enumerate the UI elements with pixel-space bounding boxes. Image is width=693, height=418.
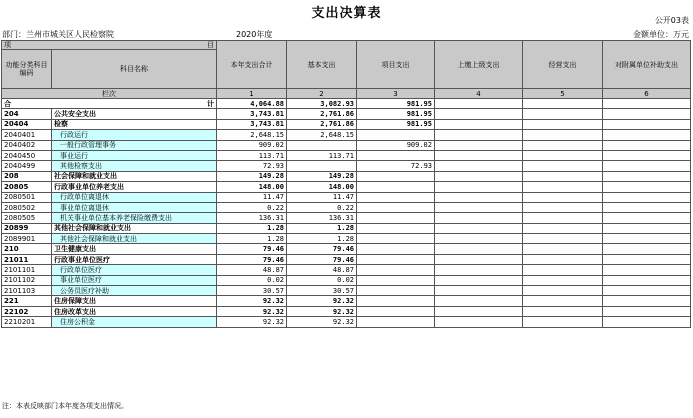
row-value: 981.95 <box>357 109 435 119</box>
row-value <box>435 317 523 327</box>
header-row-item <box>2 41 691 50</box>
row-value <box>357 150 435 160</box>
total-value: 4,064.88 <box>217 99 287 109</box>
row-value: 92.32 <box>287 306 357 316</box>
row-value <box>357 254 435 264</box>
table-row <box>2 317 691 327</box>
row-code: 210 <box>2 244 52 254</box>
row-value <box>435 234 523 244</box>
row-name: 住房公积金 <box>52 317 217 327</box>
row-value <box>603 109 691 119</box>
row-name: 行政运行 <box>52 130 217 140</box>
row-value <box>435 119 523 129</box>
table-row <box>2 161 691 171</box>
row-value <box>357 275 435 285</box>
row-value <box>523 161 603 171</box>
row-value <box>435 223 523 233</box>
row-value <box>435 202 523 212</box>
row-code: 20899 <box>2 223 52 233</box>
row-value <box>435 286 523 296</box>
table-row <box>2 130 691 140</box>
row-value <box>435 254 523 264</box>
row-value <box>435 130 523 140</box>
row-name: 事业单位医疗 <box>52 275 217 285</box>
row-code: 20805 <box>2 182 52 192</box>
total-label-cell <box>2 99 217 109</box>
row-value <box>523 234 603 244</box>
row-value <box>603 161 691 171</box>
page-title: 支出决算表 <box>311 6 382 21</box>
row-value <box>435 161 523 171</box>
row-value: 909.02 <box>357 140 435 150</box>
row-code: 2080502 <box>2 202 52 212</box>
row-value: 92.32 <box>217 317 287 327</box>
row-value: 3,743.81 <box>217 109 287 119</box>
row-value: 92.32 <box>217 306 287 316</box>
col-num-2: 2 <box>287 89 357 99</box>
row-value <box>435 296 523 306</box>
row-name: 卫生健康支出 <box>52 244 217 254</box>
row-value <box>357 192 435 202</box>
row-value <box>435 244 523 254</box>
row-code: 2101102 <box>2 275 52 285</box>
row-value: 148.00 <box>217 182 287 192</box>
total-value: 981.95 <box>357 99 435 109</box>
table-row <box>2 171 691 181</box>
row-code: 2089901 <box>2 234 52 244</box>
row-value <box>287 161 357 171</box>
row-value: 48.87 <box>287 265 357 275</box>
row-value <box>603 119 691 129</box>
header-col-1: 本年支出合计 <box>217 41 287 89</box>
header-col-4: 上缴上级支出 <box>435 41 523 89</box>
row-value: 3,743.81 <box>217 119 287 129</box>
row-name: 社会保障和就业支出 <box>52 171 217 181</box>
total-ji: 计 <box>207 99 214 108</box>
row-value <box>357 306 435 316</box>
row-code: 208 <box>2 171 52 181</box>
row-value <box>603 150 691 160</box>
row-value <box>523 192 603 202</box>
row-value <box>523 213 603 223</box>
row-value: 113.71 <box>287 150 357 160</box>
row-value: 136.31 <box>287 213 357 223</box>
row-value <box>603 192 691 202</box>
row-value <box>603 140 691 150</box>
header-item: 项 <box>4 41 11 49</box>
table-row <box>2 275 691 285</box>
row-code: 2101101 <box>2 265 52 275</box>
row-value: 0.02 <box>287 275 357 285</box>
col-num-4: 4 <box>435 89 523 99</box>
table-row <box>2 265 691 275</box>
row-name: 一般行政管理事务 <box>52 140 217 150</box>
row-value <box>603 234 691 244</box>
row-value: 148.00 <box>287 182 357 192</box>
row-value <box>357 130 435 140</box>
row-value: 2,648.15 <box>287 130 357 140</box>
row-value: 2,761.86 <box>287 119 357 129</box>
row-value <box>435 171 523 181</box>
row-name: 行政事业单位养老支出 <box>52 182 217 192</box>
row-value <box>523 296 603 306</box>
row-code: 2040402 <box>2 140 52 150</box>
row-value <box>435 275 523 285</box>
row-value: 0.22 <box>287 202 357 212</box>
total-value <box>603 99 691 109</box>
row-name: 住房改革支出 <box>52 306 217 316</box>
row-value <box>523 223 603 233</box>
header-lanci: 栏次 <box>2 89 217 99</box>
table-row <box>2 192 691 202</box>
row-value: 149.28 <box>287 171 357 181</box>
table-row <box>2 286 691 296</box>
table-row <box>2 234 691 244</box>
row-value <box>357 296 435 306</box>
row-value <box>603 265 691 275</box>
table-row <box>2 182 691 192</box>
row-value <box>523 171 603 181</box>
row-value: 48.87 <box>217 265 287 275</box>
row-name: 行政单位医疗 <box>52 265 217 275</box>
row-name: 公共安全支出 <box>52 109 217 119</box>
total-value: 3,082.93 <box>287 99 357 109</box>
row-code: 221 <box>2 296 52 306</box>
row-value <box>435 265 523 275</box>
row-name: 其他社会保障和就业支出 <box>52 223 217 233</box>
row-name: 公务员医疗补助 <box>52 286 217 296</box>
row-value: 72.93 <box>357 161 435 171</box>
row-value: 79.46 <box>287 244 357 254</box>
row-value: 981.95 <box>357 119 435 129</box>
table-row <box>2 202 691 212</box>
row-value <box>603 306 691 316</box>
row-value <box>523 286 603 296</box>
total-he: 合 <box>4 99 11 108</box>
row-value: 92.32 <box>287 317 357 327</box>
table-row <box>2 119 691 129</box>
row-name: 住房保障支出 <box>52 296 217 306</box>
row-value <box>357 223 435 233</box>
header-col-2: 基本支出 <box>287 41 357 89</box>
row-name: 机关事业单位基本养老保险缴费支出 <box>52 213 217 223</box>
header-row-lanci <box>2 89 691 99</box>
row-name: 行政事业单位医疗 <box>52 254 217 264</box>
row-value: 79.46 <box>287 254 357 264</box>
department-label: 部门：兰州市城关区人民检察院 <box>2 30 114 39</box>
row-name: 事业单位离退休 <box>52 202 217 212</box>
row-value: 92.32 <box>287 296 357 306</box>
row-value <box>523 306 603 316</box>
row-value: 30.57 <box>287 286 357 296</box>
col-num-1: 1 <box>217 89 287 99</box>
row-code: 204 <box>2 109 52 119</box>
table-row <box>2 150 691 160</box>
row-value: 11.47 <box>217 192 287 202</box>
row-value <box>603 130 691 140</box>
row-value <box>523 317 603 327</box>
row-value <box>603 244 691 254</box>
row-value <box>357 244 435 254</box>
row-value <box>603 213 691 223</box>
row-value <box>435 213 523 223</box>
row-code: 20404 <box>2 119 52 129</box>
row-value <box>357 286 435 296</box>
row-value <box>357 182 435 192</box>
total-row <box>2 99 691 109</box>
row-value <box>523 140 603 150</box>
row-value: 30.57 <box>217 286 287 296</box>
row-code: 21011 <box>2 254 52 264</box>
table-row <box>2 223 691 233</box>
col-num-3: 3 <box>357 89 435 99</box>
row-code: 2101103 <box>2 286 52 296</box>
row-value <box>603 171 691 181</box>
row-value: 0.02 <box>217 275 287 285</box>
unit-label: 金额单位：万元 <box>633 30 689 39</box>
row-value: 1.28 <box>287 234 357 244</box>
row-value <box>357 317 435 327</box>
row-value <box>523 254 603 264</box>
header-name-label: 科目名称 <box>52 50 217 89</box>
table-row <box>2 306 691 316</box>
table-row <box>2 140 691 150</box>
header-col-3: 项目支出 <box>357 41 435 89</box>
row-code: 2210201 <box>2 317 52 327</box>
row-name: 行政单位离退休 <box>52 192 217 202</box>
row-value <box>603 223 691 233</box>
row-value: 2,761.86 <box>287 109 357 119</box>
row-value <box>523 182 603 192</box>
row-code: 22102 <box>2 306 52 316</box>
row-value <box>435 182 523 192</box>
header-code-label: 功能分类科目编码 <box>2 50 52 89</box>
row-value: 1.28 <box>217 234 287 244</box>
row-value: 1.28 <box>217 223 287 233</box>
row-value: 79.46 <box>217 244 287 254</box>
row-value <box>435 306 523 316</box>
row-name: 事业运行 <box>52 150 217 160</box>
header-col-6: 对附属单位补助支出 <box>603 41 691 89</box>
row-value <box>523 150 603 160</box>
row-value: 0.22 <box>217 202 287 212</box>
row-value <box>357 171 435 181</box>
row-value <box>287 140 357 150</box>
row-code: 2080501 <box>2 192 52 202</box>
row-value: 2,648.15 <box>217 130 287 140</box>
row-value: 79.46 <box>217 254 287 264</box>
row-value <box>435 140 523 150</box>
row-value <box>523 244 603 254</box>
header-col-5: 经营支出 <box>523 41 603 89</box>
row-value <box>523 265 603 275</box>
table-row <box>2 244 691 254</box>
row-value: 149.28 <box>217 171 287 181</box>
row-value <box>523 109 603 119</box>
row-name: 其他社会保障和就业支出 <box>52 234 217 244</box>
header-mu: 目 <box>207 41 214 49</box>
year-label: 2020年度 <box>236 30 273 39</box>
row-value: 72.93 <box>217 161 287 171</box>
row-code: 2040450 <box>2 150 52 160</box>
row-value <box>603 296 691 306</box>
total-value <box>435 99 523 109</box>
table-row <box>2 296 691 306</box>
row-value <box>357 213 435 223</box>
row-code: 2040499 <box>2 161 52 171</box>
row-value <box>435 192 523 202</box>
header-item-cell <box>2 41 217 50</box>
form-code: 公开03表 <box>654 16 689 25</box>
col-num-6: 6 <box>603 89 691 99</box>
row-value <box>357 265 435 275</box>
row-code: 2040401 <box>2 130 52 140</box>
row-value <box>523 202 603 212</box>
table-row <box>2 254 691 264</box>
row-value <box>603 182 691 192</box>
row-value <box>603 202 691 212</box>
row-value <box>357 234 435 244</box>
row-value <box>435 150 523 160</box>
row-value: 11.47 <box>287 192 357 202</box>
row-value <box>523 275 603 285</box>
row-value <box>357 202 435 212</box>
total-value <box>523 99 603 109</box>
table-row <box>2 109 691 119</box>
row-code: 2080505 <box>2 213 52 223</box>
row-value: 909.02 <box>217 140 287 150</box>
row-value: 113.71 <box>217 150 287 160</box>
col-num-5: 5 <box>523 89 603 99</box>
row-value <box>603 254 691 264</box>
row-value: 1.28 <box>287 223 357 233</box>
row-value <box>435 109 523 119</box>
footnote: 注：本表反映部门本年度各项支出情况。 <box>2 402 128 410</box>
expenditure-table <box>1 40 691 328</box>
row-value <box>523 119 603 129</box>
row-value <box>603 317 691 327</box>
row-value <box>523 130 603 140</box>
table-row <box>2 213 691 223</box>
row-name: 检察 <box>52 119 217 129</box>
row-value: 92.32 <box>217 296 287 306</box>
row-name: 其他检察支出 <box>52 161 217 171</box>
row-value <box>603 286 691 296</box>
row-value <box>603 275 691 285</box>
row-value: 136.31 <box>217 213 287 223</box>
